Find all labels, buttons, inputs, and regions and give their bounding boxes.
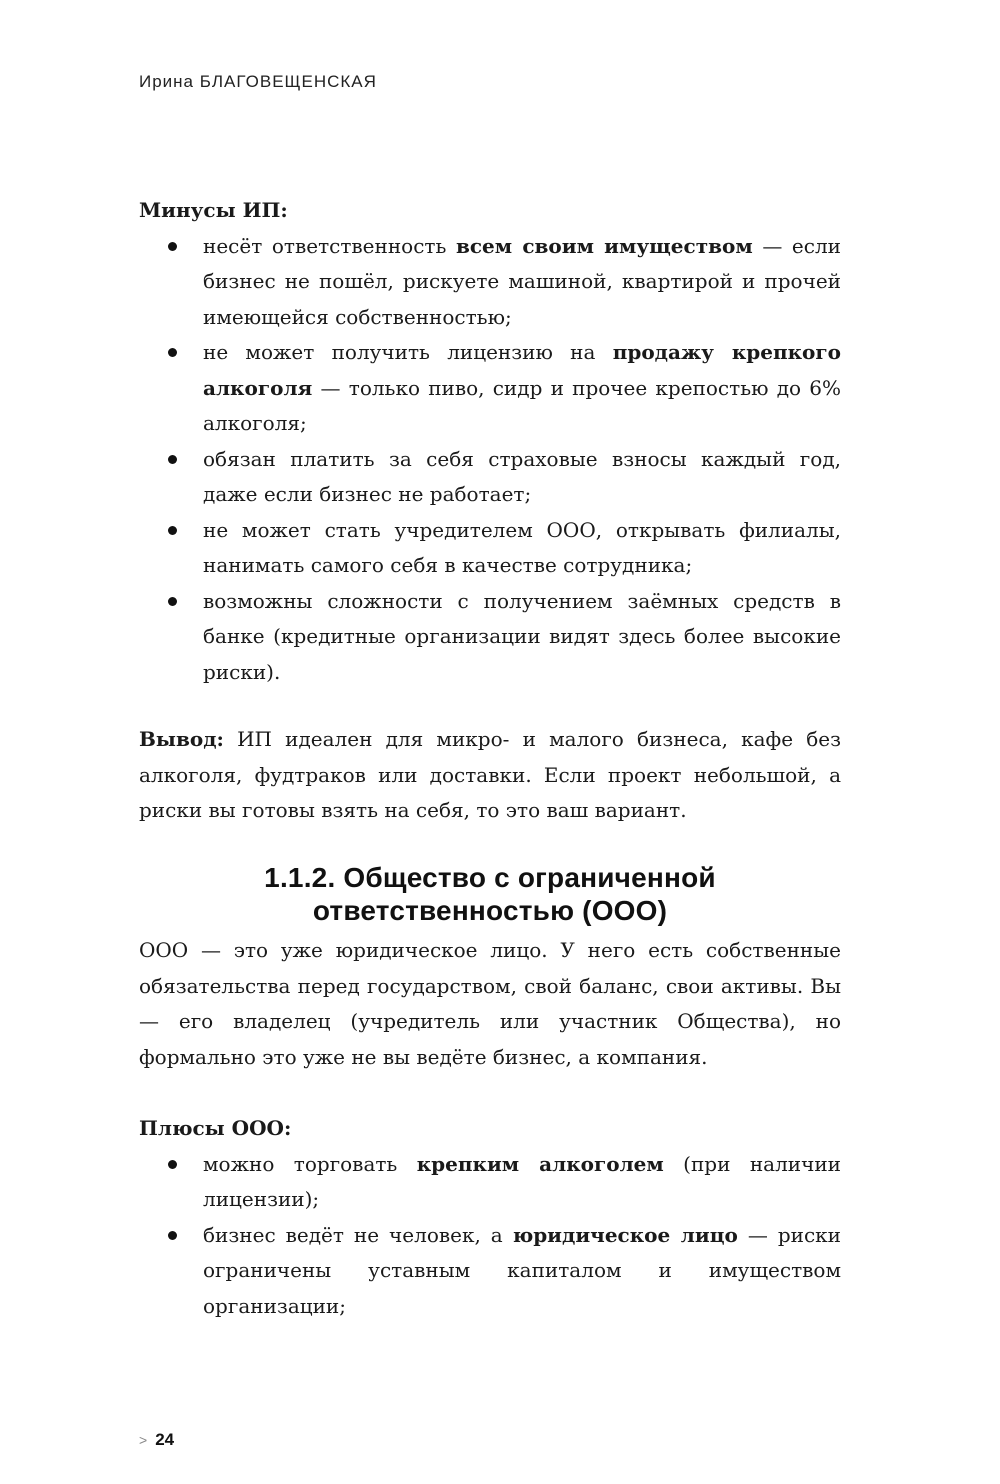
minuses-title: Минусы ИП: xyxy=(139,198,288,222)
list-item: не может получить лицензию на продажу крепкого алкоголя — только пиво, сидр и прочее крепостью до 6% алкоголя; xyxy=(139,335,841,442)
section-heading xyxy=(139,861,841,927)
pluses-block xyxy=(139,1111,841,1324)
running-head-author: Ирина БЛАГОВЕЩЕНСКАЯ xyxy=(139,72,377,91)
bullet-icon xyxy=(168,1231,177,1240)
conclusion-text: ИП идеален для микро- и малого бизнеса, кафе без алкоголя, фудтраков или доставки. Если проект небольшой, а риски вы готовы взять на себя, то это ваш вариант. xyxy=(139,727,841,822)
minuses-block xyxy=(139,193,841,690)
bullet-icon xyxy=(168,597,177,606)
bullet-icon xyxy=(168,242,177,251)
section-heading-line2: ответственностью (ООО) xyxy=(312,895,668,926)
list-item: не может стать учредителем ООО, открывать филиалы, нанимать самого себя в качестве сотрудника; xyxy=(139,513,841,584)
section-heading-line1: 1.1.2. Общество с ограниченной xyxy=(264,862,716,893)
bullet-icon xyxy=(168,1160,177,1169)
conclusion-label: Вывод: xyxy=(139,727,224,751)
minuses-list xyxy=(139,229,841,691)
pluses-title: Плюсы ООО: xyxy=(139,1116,292,1140)
page-number: 24 xyxy=(155,1430,175,1449)
list-item: бизнес ведёт не человек, а юридическое лицо — риски ограничены уставным капиталом и имуществом организации; xyxy=(139,1218,841,1325)
chevron-right-icon: > xyxy=(139,1432,148,1448)
section-intro: ООО — это уже юридическое лицо. У него есть собственные обязательства перед государством, свой баланс, свои активы. Вы — его владелец (учредитель или участник Общества), но формально это уже не вы ведёте бизнес, а компания. xyxy=(139,938,841,1069)
pluses-list xyxy=(139,1147,841,1325)
list-item: обязан платить за себя страховые взносы каждый год, даже если бизнес не работает; xyxy=(139,442,841,513)
bullet-icon xyxy=(168,455,177,464)
page-footer xyxy=(139,1430,174,1450)
list-item: несёт ответственность всем своим имуществом — если бизнес не пошёл, рискуете машиной, квартирой и прочей имеющейся собственностью; xyxy=(139,229,841,336)
conclusion-paragraph xyxy=(139,722,841,829)
list-item: возможны сложности с получением заёмных средств в банке (кредитные организации видят здесь более высокие риски). xyxy=(139,584,841,691)
list-item: можно торговать крепким алкоголем (при наличии лицензии); xyxy=(139,1147,841,1218)
bullet-icon xyxy=(168,526,177,535)
bullet-icon xyxy=(168,348,177,357)
